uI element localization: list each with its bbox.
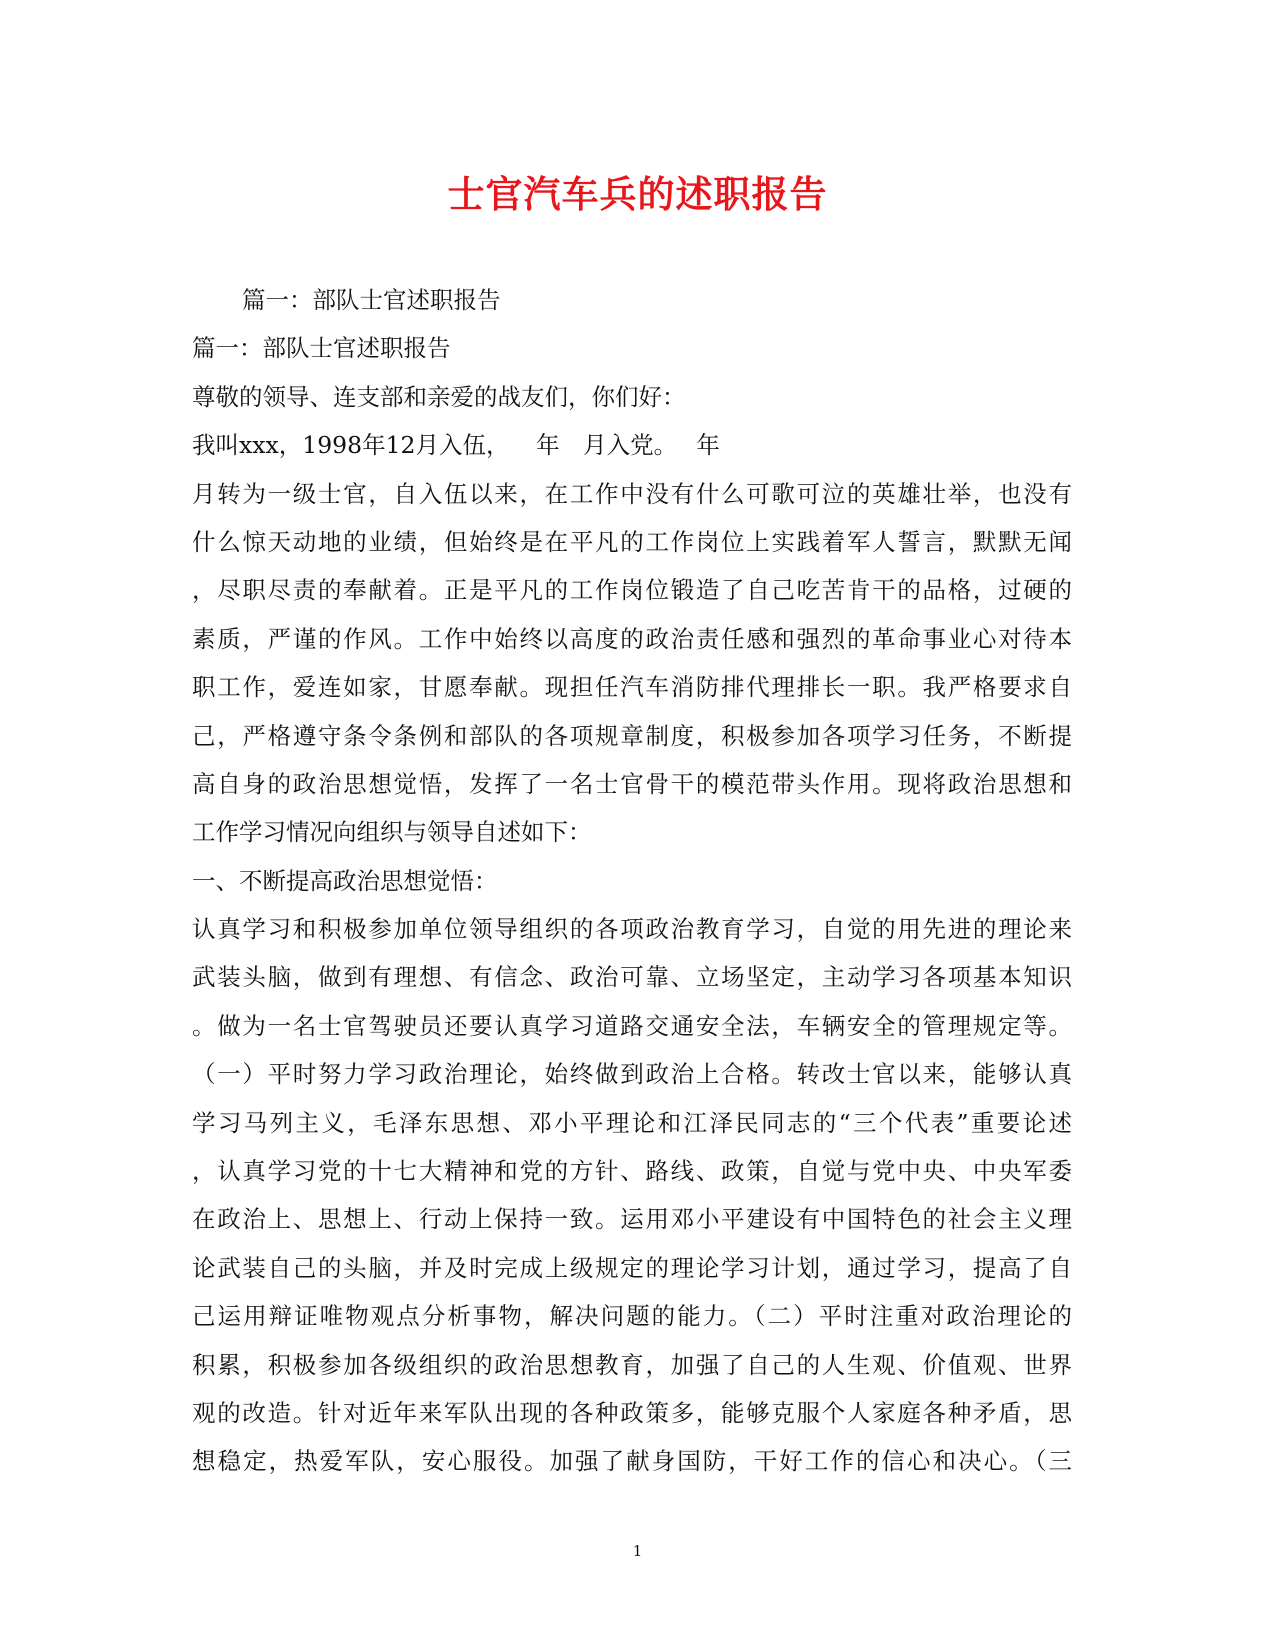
body-line: 学习马列主义，毛泽东思想、邓小平理论和江泽民同志的“三个代表”重要论述 xyxy=(192,1108,1072,1137)
body-line: 在政治上、思想上、行动上保持一致。运用邓小平建设有中国特色的社会主义理 xyxy=(192,1205,1072,1234)
body-line: ，尽职尽责的奉献着。正是平凡的工作岗位锻造了自己吃苦肯干的品格，过硬的 xyxy=(192,576,1072,605)
body-line: 积累，积极参加各级组织的政治思想教育，加强了自己的人生观、价值观、世界 xyxy=(192,1350,1072,1379)
body-line: 想稳定，热爱军队，安心服役。加强了献身国防，干好工作的信心和决心。（三 xyxy=(192,1447,1072,1476)
body-line: 。做为一名士官驾驶员还要认真学习道路交通安全法，车辆安全的管理规定等。 xyxy=(192,1011,1072,1040)
body-line: 己运用辩证唯物观点分析事物，解决问题的能力。（二）平时注重对政治理论的 xyxy=(192,1302,1072,1331)
body-line: ，认真学习党的十七大精神和党的方针、路线、政策，自觉与党中央、中央军委 xyxy=(192,1157,1072,1186)
body-line: 我叫xxx，1998年12月入伍， 年 月入党。 年 xyxy=(192,431,720,460)
salutation: 尊敬的领导、连支部和亲爱的战友们，你们好： xyxy=(192,382,686,411)
section-heading: 篇一：部队士官述职报告 xyxy=(192,334,451,363)
body-line: 什么惊天动地的业绩，但始终是在平凡的工作岗位上实践着军人誓言，默默无闻 xyxy=(192,527,1072,556)
body-line: 观的改造。针对近年来军队出现的各种政策多，能够克服个人家庭各种矛盾，思 xyxy=(192,1398,1072,1427)
body-line: 论武装自己的头脑，并及时完成上级规定的理论学习计划，通过学习，提高了自 xyxy=(192,1253,1072,1282)
document-body xyxy=(192,276,1072,1486)
body-line: 职工作，爱连如家，甘愿奉献。现担任汽车消防排代理排长一职。我严格要求自 xyxy=(192,673,1072,702)
body-line: 己，严格遵守条令条例和部队的各项规章制度，积极参加各项学习任务，不断提 xyxy=(192,721,1072,750)
body-line: 月转为一级士官，自入伍以来，在工作中没有什么可歌可泣的英雄壮举，也没有 xyxy=(192,479,1072,508)
section-heading: 篇一：部队士官述职报告 xyxy=(242,286,501,314)
page-number: 1 xyxy=(632,1542,643,1560)
subsection-heading: 一、不断提高政治思想觉悟： xyxy=(192,866,498,895)
body-line: 武装头脑，做到有理想、有信念、政治可靠、立场坚定，主动学习各项基本知识 xyxy=(192,963,1072,992)
body-line: （一）平时努力学习政治理论，始终做到政治上合格。转改士官以来，能够认真 xyxy=(192,1060,1072,1089)
body-line: 认真学习和积极参加单位领导组织的各项政治教育学习，自觉的用先进的理论来 xyxy=(192,915,1072,944)
document-title: 士官汽车兵的述职报告 xyxy=(447,172,828,216)
body-line: 工作学习情况向组织与领导自述如下： xyxy=(192,818,592,847)
body-line: 高自身的政治思想觉悟，发挥了一名士官骨干的模范带头作用。现将政治思想和 xyxy=(192,769,1072,798)
body-line: 素质，严谨的作风。工作中始终以高度的政治责任感和强烈的革命事业心对待本 xyxy=(192,624,1072,653)
